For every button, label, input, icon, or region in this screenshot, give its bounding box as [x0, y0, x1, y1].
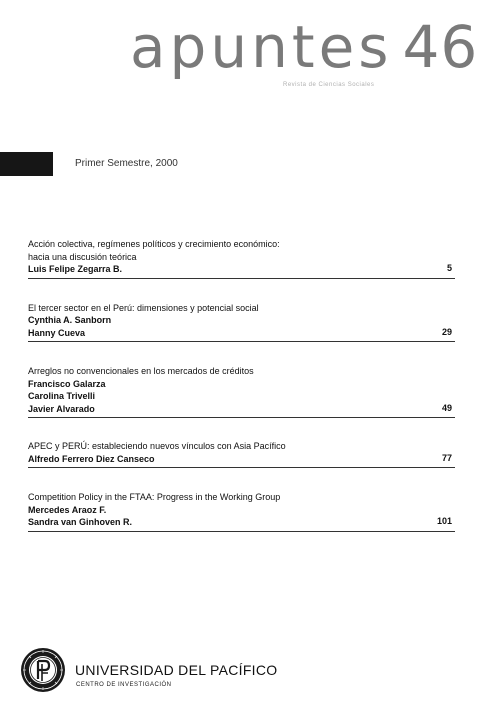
article-title-line: Arreglos no convencionales en los mercados de créditos [28, 366, 254, 376]
journal-masthead [130, 13, 478, 81]
article-title-line: APEC y PERÚ: estableciendo nuevos vínculos con Asia Pacífico [28, 441, 286, 451]
article-author: Luis Felipe Zegarra B. [28, 264, 123, 274]
black-block-decoration [0, 152, 53, 176]
toc-entry [28, 491, 455, 532]
issue-number: 46 [402, 13, 478, 81]
article-title-line: Competition Policy in the FTAA: Progress in the Working Group [28, 492, 281, 502]
article-author: Francisco Galarza [28, 378, 106, 389]
article-author: Carolina Trivelli [28, 391, 96, 401]
article-title-line: hacia una discusión teórica [28, 251, 137, 262]
toc-entry [28, 302, 455, 343]
article-author: Cynthia A. Sanborn [28, 315, 112, 325]
article-author: Javier Alvarado [28, 403, 95, 414]
table-of-contents [28, 238, 455, 532]
university-name: UNIVERSIDAD DEL PACÍFICO [75, 662, 278, 678]
toc-entry [28, 238, 455, 279]
toc-entry [28, 440, 455, 468]
page-number: 77 [441, 452, 452, 463]
university-seal-icon [20, 647, 66, 693]
article-author: Sandra van Ginhoven R. [28, 517, 133, 527]
page-number: 5 [446, 263, 452, 273]
article-author: Hanny Cueva [28, 327, 86, 338]
page-number: 49 [441, 402, 452, 413]
article-author: Alfredo Ferrero Diez Canseco [28, 453, 155, 464]
toc-entry [28, 365, 455, 418]
page-number: 29 [441, 326, 452, 337]
article-title-line: El tercer sector en el Perú: dimensiones y potencial social [28, 302, 259, 313]
article-title-line: Acción colectiva, regímenes políticos y crecimiento económico: [28, 239, 280, 249]
article-author: Mercedes Araoz F. [28, 504, 107, 515]
issue-date: Primer Semestre, 2000 [75, 158, 178, 169]
journal-title: apuntes [130, 13, 393, 81]
page-number: 101 [436, 516, 452, 526]
research-center-name: CENTRO DE INVESTIGACIÓN [76, 682, 172, 688]
journal-subtitle: Revista de Ciencias Sociales [283, 82, 375, 88]
